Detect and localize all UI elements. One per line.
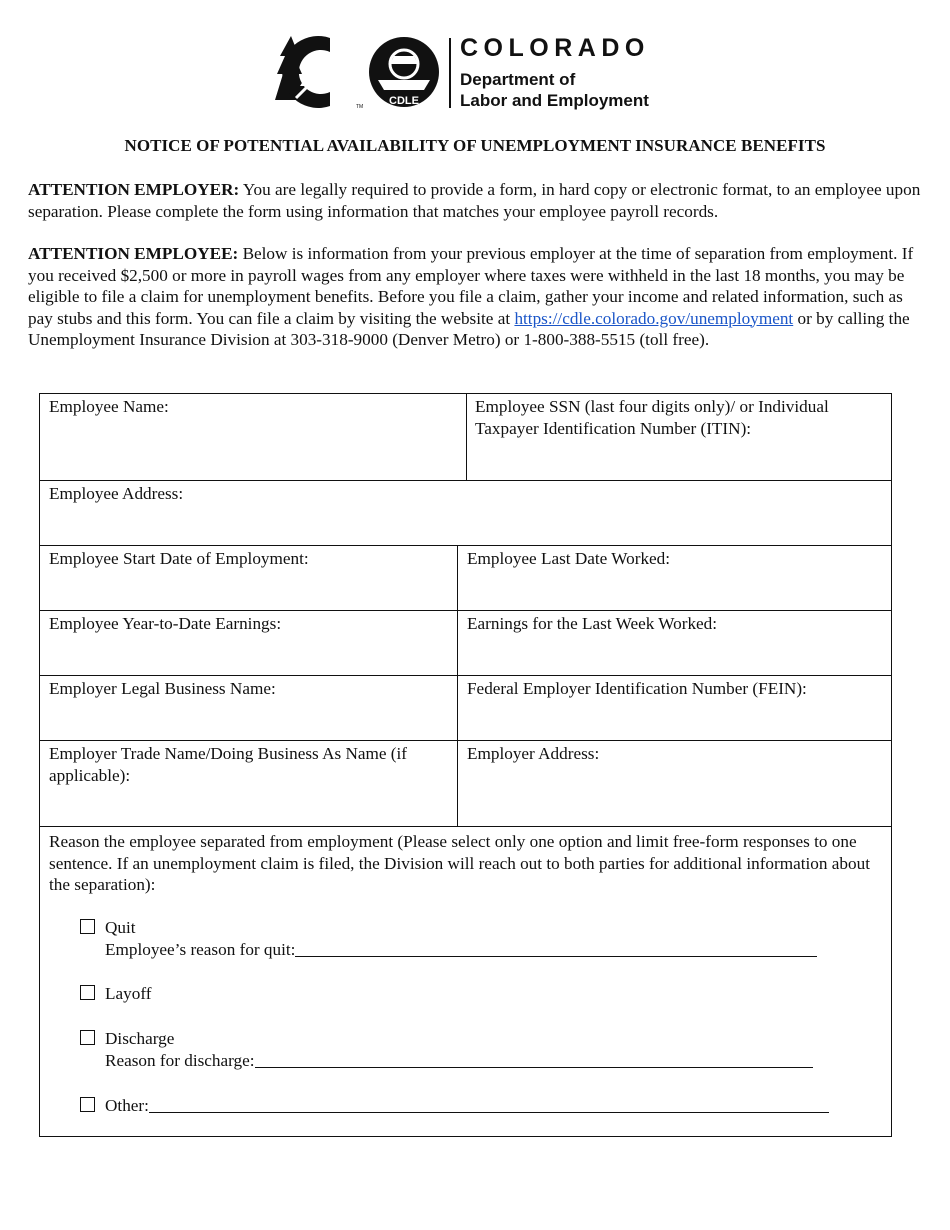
quit-reason-line [105, 939, 817, 961]
employer-notice-label: ATTENTION EMPLOYER: [28, 180, 240, 199]
logo-department [460, 69, 649, 111]
row-divider [40, 826, 891, 827]
fein-field[interactable]: Federal Employer Identification Number (FEIN): [467, 679, 807, 698]
logo-state-name: COLORADO [460, 34, 650, 62]
logo-department-line2: Labor and Employment [460, 91, 649, 110]
quit-checkbox[interactable] [80, 919, 95, 934]
row-divider [40, 740, 891, 741]
employer-notice-text: You are legally required to provide a form, in hard copy or electronic format, to an employee upon separation. Please complete the form using information that matches your employee payroll records. [28, 180, 921, 221]
discharge-label: Discharge [105, 1029, 175, 1048]
unemployment-website-link[interactable]: https://cdle.colorado.gov/unemployment [514, 308, 794, 328]
trademark-mark: TM [356, 104, 364, 110]
ytd-earnings-field[interactable]: Employee Year-to-Date Earnings: [49, 614, 282, 633]
last-week-earnings-field[interactable]: Earnings for the Last Week Worked: [467, 614, 718, 633]
option-quit [80, 917, 136, 939]
column-divider [466, 394, 467, 480]
option-layoff [80, 983, 151, 1005]
employee-notice-text-end: or by calling the Unemployment Insurance Division at 303-318-9000 (Denver Metro) or 1-800-388-5515 (toll free). [28, 308, 910, 349]
page-title: NOTICE OF POTENTIAL AVAILABILITY OF UNEMPLOYMENT INSURANCE BENEFITS [124, 136, 826, 155]
row-divider [40, 610, 891, 611]
column-divider [457, 545, 458, 826]
employee-address-field[interactable]: Employee Address: [49, 484, 184, 503]
colorado-cdle-logo-icon [274, 34, 446, 110]
discharge-reason-input[interactable] [255, 1051, 813, 1068]
layoff-label: Layoff [105, 984, 152, 1003]
seal-text: CDLE [389, 95, 419, 107]
quit-reason-input[interactable] [295, 940, 817, 957]
logo-divider [449, 38, 451, 108]
trade-name-field[interactable]: Employer Trade Name/Doing Business As Name (if applicable): [49, 744, 408, 785]
employer-notice [28, 179, 928, 222]
quit-reason-label: Employee’s reason for quit: [105, 940, 296, 959]
employer-address-field[interactable]: Employer Address: [467, 744, 600, 763]
cdle-logo [274, 34, 684, 110]
option-other [80, 1095, 829, 1117]
option-discharge [80, 1028, 174, 1050]
quit-label: Quit [105, 918, 136, 937]
logo-department-line1: Department of [460, 70, 576, 89]
separation-reason-instructions: Reason the employee separated from employment (Please select only one option and limit free-form responses to one sentence. If an unemployment claim is filed, the Division will reach out to both parties for additional information about the separation): [49, 832, 870, 894]
employee-notice-text: Below is information from your previous employer at the time of separation from employment. If you received $2,500 or more in payroll wages from any employer where taxes were withheld in the last 18 months, you may be eligible to file a claim for unemployment benefits. Before you file a claim, gather your income and related information, such as pay stubs and this form. You can file a claim by visiting the website at [28, 244, 914, 328]
row-divider [40, 545, 891, 546]
employee-ssn-field[interactable]: Employee SSN (last four digits only)/ or Individual Taxpayer Identification Number (ITIN): [475, 397, 829, 438]
discharge-reason-line [105, 1050, 813, 1072]
other-reason-input[interactable] [149, 1096, 829, 1113]
start-date-field[interactable]: Employee Start Date of Employment: [49, 549, 309, 568]
other-checkbox[interactable] [80, 1097, 95, 1112]
separation-form [39, 393, 892, 1137]
employee-notice [28, 243, 928, 351]
employee-name-field[interactable]: Employee Name: [49, 397, 169, 416]
other-label: Other: [105, 1096, 149, 1115]
row-divider [40, 675, 891, 676]
row-divider [40, 480, 891, 481]
layoff-checkbox[interactable] [80, 985, 95, 1000]
discharge-reason-label: Reason for discharge: [105, 1051, 255, 1070]
last-date-worked-field[interactable]: Employee Last Date Worked: [467, 549, 671, 568]
legal-business-name-field[interactable]: Employer Legal Business Name: [49, 679, 276, 698]
employee-notice-label: ATTENTION EMPLOYEE: [28, 244, 239, 263]
discharge-checkbox[interactable] [80, 1030, 95, 1045]
